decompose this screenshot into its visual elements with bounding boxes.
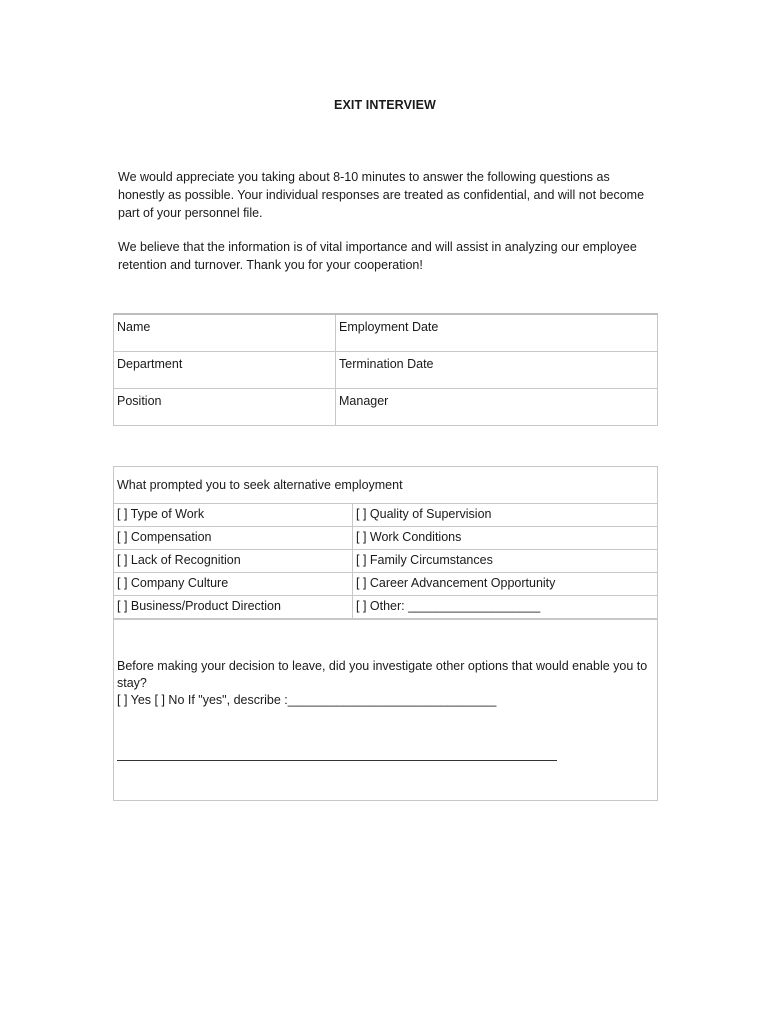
table-row (114, 527, 658, 550)
stay-options-box (113, 619, 658, 801)
table-row (114, 504, 658, 527)
table-row (114, 351, 658, 388)
reason-type-of-work-checkbox[interactable]: [ ] Type of Work (114, 504, 353, 527)
reason-compensation-checkbox[interactable]: [ ] Compensation (114, 527, 353, 550)
employee-info-table (113, 313, 658, 426)
stay-answer-line[interactable]: [ ] Yes [ ] No If "yes", describe :______________________________ (117, 693, 497, 707)
reasons-heading: What prompted you to seek alternative employment (114, 467, 658, 504)
table-row (114, 596, 658, 619)
reasons-table (113, 466, 658, 619)
position-field[interactable]: Position (114, 388, 336, 425)
table-row (114, 388, 658, 425)
reason-business-direction-checkbox[interactable]: [ ] Business/Product Direction (114, 596, 353, 619)
describe-answer-line[interactable] (117, 760, 557, 761)
stay-question (117, 658, 652, 709)
reason-lack-of-recognition-checkbox[interactable]: [ ] Lack of Recognition (114, 550, 353, 573)
table-row (114, 573, 658, 596)
table-row (114, 550, 658, 573)
reason-family-circumstances-checkbox[interactable]: [ ] Family Circumstances (353, 550, 658, 573)
page-title: EXIT INTERVIEW (334, 98, 436, 112)
table-row (114, 314, 658, 351)
stay-question-text: Before making your decision to leave, did you investigate other options that would enable you to stay? (117, 659, 648, 690)
table-row (114, 467, 658, 504)
department-field[interactable]: Department (114, 351, 336, 388)
intro-paragraph-1: We would appreciate you taking about 8-10 minutes to answer the following questions as honestly as possible. Your individual responses are treated as confidential, and will not become part of your personnel file. (118, 170, 645, 220)
reason-work-conditions-checkbox[interactable]: [ ] Work Conditions (353, 527, 658, 550)
intro-paragraph-2: We believe that the information is of vital importance and will assist in analyzing our employee retention and turnover. Thank you for your cooperation! (118, 240, 637, 272)
employment-date-field[interactable]: Employment Date (336, 314, 658, 351)
reason-other-checkbox[interactable]: [ ] Other: ___________________ (353, 596, 658, 619)
termination-date-field[interactable]: Termination Date (336, 351, 658, 388)
reason-company-culture-checkbox[interactable]: [ ] Company Culture (114, 573, 353, 596)
manager-field[interactable]: Manager (336, 388, 658, 425)
reason-quality-of-supervision-checkbox[interactable]: [ ] Quality of Supervision (353, 504, 658, 527)
name-field[interactable]: Name (114, 314, 336, 351)
reason-career-advancement-checkbox[interactable]: [ ] Career Advancement Opportunity (353, 573, 658, 596)
